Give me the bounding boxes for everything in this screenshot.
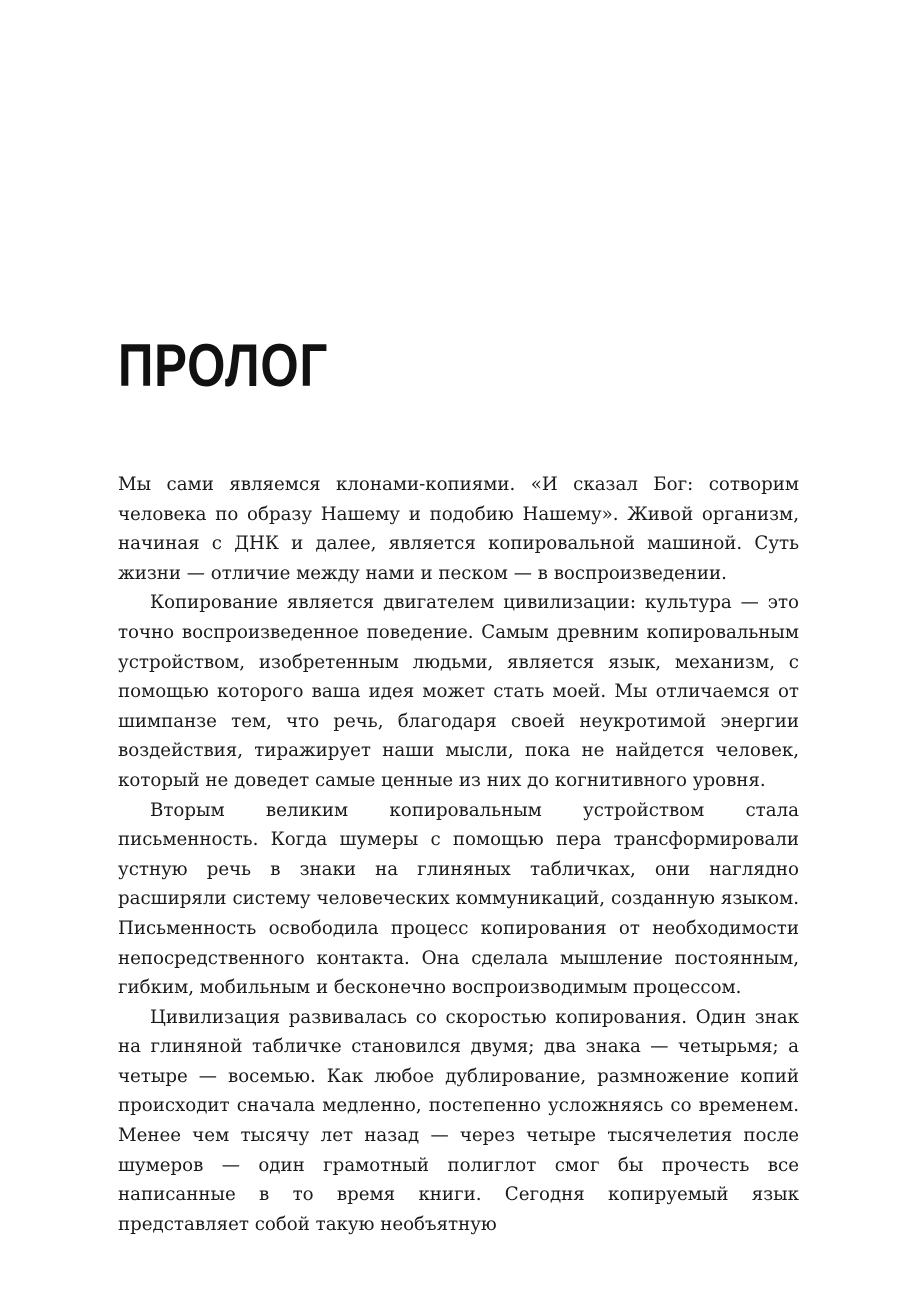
chapter-title: ПРОЛОГ — [118, 332, 329, 399]
paragraph-2: Копирование является двигателем цивилизации: культура — это точно воспроизведенное поведение. Самым древним копировальным устройством, изобретенным людьми, является язык, механизм, с помощью которого ваша идея может стать моей. Мы отличаемся от шимпанзе тем, что речь, благодаря своей неукротимой энергии воздействия, тиражирует наши мысли, пока не найдется человек, который не доведет самые ценные из них до когнитивного уровня. — [118, 592, 799, 791]
paragraph-1: Мы сами являемся клонами-копиями. «И сказал Бог: сотворим человека по образу Нашему и подобию Нашему». Живой организм, начиная с ДНК и далее, является копировальной машиной. Суть жизни — отличие между нами и песком — в воспроизведении. — [118, 474, 799, 584]
paragraph-3: Вторым великим копировальным устройством стала письменность. Когда шумеры с помощью пера трансформировали устную речь в знаки на глиняных табличках, они наглядно расширяли систему человеческих коммуникаций, созданную языком. Письменность освободила процесс копирования от необходимости непосредственного контакта. Она сделала мышление постоянным, гибким, мобильным и бесконечно воспроизводимым процессом. — [118, 799, 799, 999]
body-text — [118, 470, 799, 1239]
paragraph-4: Цивилизация развивалась со скоростью копирования. Один знак на глиняной табличке становился двумя; два знака — четырьмя; а четыре — восемью. Как любое дублирование, размножение копий происходит сначала медленно, постепенно усложняясь со временем. Менее чем тысячу лет назад — через четыре тысячелетия после шумеров — один грамотный полиглот смог бы прочесть все написанные в то время книги. Сегодня копируемый язык представляет собой такую необъятную — [118, 1006, 799, 1235]
